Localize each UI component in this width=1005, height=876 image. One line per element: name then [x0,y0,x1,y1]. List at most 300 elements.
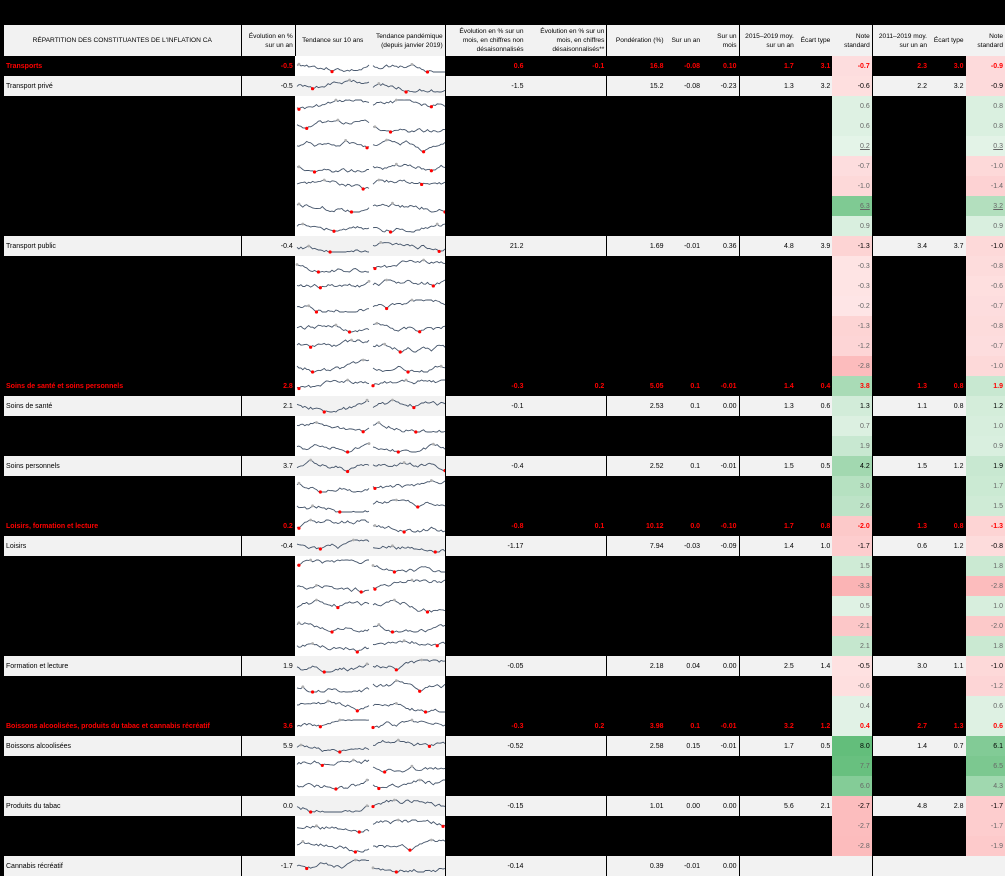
sparkline-trends [295,736,445,756]
sd-2015-2019-value [796,756,833,776]
weight-value [606,576,665,596]
sd-2015-2019-value [796,476,833,496]
sparkline-10yr-icon [295,276,371,296]
z-2015-2019-value: 0.7 [832,416,871,436]
sparkline-trends [295,596,445,616]
header-mom-nsa: Évolution en % sur un mois, en chiffres non désaisonnalisés [445,25,526,56]
component-name [4,336,241,356]
sd-2015-2019-value [796,316,833,336]
contrib-month-value: -0.10 [720,522,737,530]
component-row [4,116,1005,136]
avg-2015-2019-value [739,616,796,636]
mom-sa-value [525,596,606,616]
avg-2015-2019-value [739,556,796,576]
weight-value: 3.98 [606,716,665,736]
z-2011-2019-value: -1.7 [966,796,1005,816]
sd-2015-2019-value [796,116,833,136]
sd-2011-2019-value: 0.7 [953,742,964,750]
sd-2015-2019-value [796,696,833,716]
z-2011-2019-value: 4.3 [966,776,1005,796]
avg-2011-2019-value [872,676,929,696]
contrib-month-value [702,416,739,436]
component-name [4,276,241,296]
sparkline-10yr-icon [295,516,371,536]
contrib-month-value: 0.00 [722,802,737,810]
avg-2011-2019-value: 2.7 [872,716,929,736]
mom-nsa-value [445,436,526,456]
weight-value [606,216,665,236]
sparkline-10yr-icon [295,56,371,76]
z-2011-2019-value: -1.0 [966,356,1005,376]
table-row [4,736,1005,756]
component-row [4,176,1005,196]
avg-2011-2019-value [872,776,929,796]
mom-nsa-value: -0.3 [445,716,526,736]
mom-sa-value [525,336,606,356]
sparkline-10yr-icon [295,836,371,856]
mom-sa-value [525,536,606,556]
sparkline-10yr-icon [295,156,371,176]
contrib-year-value [666,596,703,616]
sd-2011-2019-value [929,276,966,296]
weight-value [606,276,665,296]
sd-2015-2019-value [796,156,833,176]
sparkline-10yr-icon [295,796,371,816]
sparkline-10yr-icon [295,616,371,636]
avg-2015-2019-value [739,476,796,496]
sd-2011-2019-value [929,156,966,176]
sparkline-pandemic-icon [371,856,445,876]
sparkline-10yr-icon [295,856,371,876]
avg-2011-2019-value [872,256,929,276]
avg-2011-2019-value: 2.2 [872,76,929,96]
mom-sa-value [525,576,606,596]
mom-sa-value [525,356,606,376]
sd-2015-2019-value: 1.4 [820,662,831,670]
sparkline-10yr-icon [295,576,371,596]
sparkline-pandemic-icon [371,456,445,476]
weight-value [606,316,665,336]
z-2015-2019-value: 0.2 [832,136,871,156]
z-2011-2019-value: -1.9 [966,836,1005,856]
sd-2015-2019-value [796,776,833,796]
sd-2011-2019-value [929,836,966,856]
table-row [4,456,1005,476]
sparkline-trends [295,796,445,816]
mom-sa-value [525,796,606,816]
weight-value [606,156,665,176]
mom-sa-value [525,676,606,696]
sd-2011-2019-value [929,816,966,836]
contrib-year-value [666,256,703,276]
contrib-month-value: 0.00 [722,862,737,870]
avg-2015-2019-value [739,96,796,116]
sparkline-10yr-icon [295,136,371,156]
z-2011-2019-value: 0.8 [966,116,1005,136]
avg-2011-2019-value [872,116,929,136]
z-2011-2019-value: -1.2 [966,676,1005,696]
z-2015-2019-value: -0.2 [832,296,871,316]
z-2011-2019-value: 0.9 [966,216,1005,236]
mom-nsa-value: -1.5 [445,76,526,96]
mom-sa-value: 0.2 [594,382,605,390]
sd-2011-2019-value: 1.3 [953,722,964,730]
yoy-value [241,836,295,856]
contrib-year-value [666,116,703,136]
sd-2015-2019-value [796,676,833,696]
contrib-year-value: -0.01 [684,242,701,250]
yoy-value: -0.5 [241,56,295,76]
avg-2015-2019-value [739,696,796,716]
weight-value: 7.94 [606,536,665,556]
z-2011-2019-value: 6.5 [966,756,1005,776]
sd-2011-2019-value [929,256,966,276]
sparkline-trends [295,176,445,196]
sparkline-pandemic-icon [371,136,445,156]
table-body [4,56,1005,876]
sd-2011-2019-value [929,776,966,796]
z-2015-2019-value: -2.8 [832,356,871,376]
mom-sa-value [525,256,606,276]
sparkline-trends [295,236,445,256]
sparkline-trends [295,556,445,576]
mom-sa-value [525,316,606,336]
component-row [4,816,1005,836]
sparkline-10yr-icon [295,556,371,576]
yoy-value: -1.7 [241,856,295,876]
yoy-value [241,756,295,776]
sparkline-pandemic-icon [371,636,445,656]
header-avg-2011-2019: 2011–2019 moy. sur un an [872,25,929,56]
sparkline-pandemic-icon [371,516,445,536]
sd-2011-2019-value [929,756,966,776]
sd-2011-2019-value [929,116,966,136]
weight-value: 5.05 [606,376,665,396]
yoy-value: 0.0 [241,796,295,816]
weight-value: 2.18 [606,656,665,676]
z-2015-2019-value: 1.5 [832,556,871,576]
z-2015-2019-value: 7.7 [832,756,871,776]
component-name [4,496,241,516]
contrib-year-value: -0.08 [684,82,701,90]
weight-value [606,356,665,376]
weight-value [606,696,665,716]
z-2015-2019-value: -2.8 [832,836,871,856]
contrib-month-value: 0.10 [722,62,737,70]
contrib-month-value: -0.23 [720,82,737,90]
yoy-value [241,296,295,316]
z-2015-2019-value: 0.4 [832,716,871,736]
z-2011-2019-value: 0.6 [966,716,1005,736]
sd-2015-2019-value [796,336,833,356]
weight-value [606,616,665,636]
contrib-month-value: 0.00 [722,402,737,410]
component-name: Loisirs [6,542,27,550]
z-2015-2019-value: 0.5 [832,596,871,616]
component-name [4,776,241,796]
component-row [4,696,1005,716]
contrib-month-value [702,816,739,836]
weight-value: 2.58 [606,736,665,756]
mom-sa-value [525,696,606,716]
component-name: Formation et lecture [6,662,69,670]
avg-2011-2019-value: 1.3 [872,516,929,536]
sparkline-pandemic-icon [371,796,445,816]
contrib-month-value [702,136,739,156]
sd-2015-2019-value: 1.2 [820,722,831,730]
mom-sa-value [525,196,606,216]
contrib-year-value [666,156,703,176]
component-name [4,96,241,116]
avg-2011-2019-value [872,196,929,216]
sparkline-trends [295,536,445,556]
contrib-year-value [666,336,703,356]
weight-value [606,336,665,356]
sd-2015-2019-value [796,356,833,376]
z-2011-2019-value: -1.0 [966,236,1005,256]
table-row [4,856,1005,876]
contrib-month-value [702,696,739,716]
component-name: Transports [6,62,43,70]
sparkline-10yr-icon [295,436,371,456]
component-name [4,556,241,576]
contrib-month-value [702,436,739,456]
sd-2015-2019-value [796,636,833,656]
sd-2011-2019-value: 3.0 [953,62,964,70]
yoy-value [241,416,295,436]
mom-nsa-value [445,636,526,656]
avg-2011-2019-value [872,556,929,576]
z-2011-2019-value: 6.1 [966,736,1005,756]
z-2011-2019-value: 1.2 [966,396,1005,416]
z-2015-2019-value: -0.7 [832,156,871,176]
mom-sa-value [525,216,606,236]
sd-2015-2019-value: 0.5 [820,462,831,470]
weight-value [606,776,665,796]
weight-value [606,256,665,276]
sparkline-trends [295,76,445,96]
mom-nsa-value [445,416,526,436]
z-2015-2019-value: -0.3 [832,256,871,276]
avg-2011-2019-value [872,176,929,196]
yoy-value [241,576,295,596]
contrib-year-value [666,556,703,576]
z-2015-2019-value: -1.2 [832,336,871,356]
mom-sa-value [525,296,606,316]
avg-2015-2019-value: 1.4 [739,536,796,556]
component-row [4,476,1005,496]
z-2011-2019-value: -0.8 [966,536,1005,556]
header-z-2011-2019: Note standard [977,32,1003,49]
mom-sa-value [525,656,606,676]
weight-value: 1.01 [606,796,665,816]
yoy-value: 2.1 [241,396,295,416]
avg-2011-2019-value: 3.0 [872,656,929,676]
sd-2015-2019-value: 0.4 [820,382,831,390]
sd-2015-2019-value [796,196,833,216]
yoy-value [241,776,295,796]
z-2011-2019-value: -0.8 [966,256,1005,276]
z-2015-2019-value: -2.7 [832,816,871,836]
sd-2015-2019-value: 3.1 [820,62,831,70]
contrib-year-value: -0.03 [684,542,701,550]
yoy-value [241,556,295,576]
mom-nsa-value [445,596,526,616]
weight-value [606,136,665,156]
component-name: Soins de santé et soins personnels [6,382,124,390]
mom-nsa-value: -0.4 [445,456,526,476]
mom-nsa-value [445,196,526,216]
sd-2011-2019-value: 3.7 [953,242,964,250]
avg-2011-2019-value [872,756,929,776]
sparkline-pandemic-icon [371,656,445,676]
contrib-month-value [702,296,739,316]
mom-nsa-value: -0.1 [445,396,526,416]
avg-2015-2019-value [739,576,796,596]
z-2015-2019-value: -0.6 [832,76,871,96]
z-2011-2019-value: -2.0 [966,616,1005,636]
table-row [4,656,1005,676]
sparkline-trends [295,216,445,236]
category-row [4,516,1005,536]
weight-value [606,756,665,776]
component-row [4,196,1005,216]
sparkline-pandemic-icon [371,476,445,496]
component-name: Boissons alcoolisées [6,742,71,750]
sparkline-pandemic-icon [371,436,445,456]
avg-2015-2019-value [739,256,796,276]
sparkline-10yr-icon [295,496,371,516]
contrib-year-value [666,616,703,636]
sd-2011-2019-value: 1.2 [953,542,964,550]
z-2015-2019-value: 2.6 [832,496,871,516]
avg-2015-2019-value [739,156,796,176]
yoy-value [241,276,295,296]
z-2011-2019-value: -0.9 [966,76,1005,96]
sparkline-trends [295,836,445,856]
yoy-value [241,676,295,696]
avg-2015-2019-value: 1.7 [739,56,796,76]
component-name [4,576,241,596]
sd-2015-2019-value [796,616,833,636]
sparkline-trends [295,616,445,636]
header-mom-sa: Évolution en % sur un mois, en chiffres désaisonnalisés** [540,28,605,53]
sparkline-10yr-icon [295,236,371,256]
sparkline-trends [295,96,445,116]
weight-value [606,836,665,856]
weight-value: 0.39 [606,856,665,876]
avg-2015-2019-value [739,776,796,796]
sparkline-trends [295,496,445,516]
avg-2015-2019-value: 2.5 [739,656,796,676]
mom-sa-value [525,156,606,176]
sparkline-pandemic-icon [371,236,445,256]
mom-nsa-value [445,316,526,336]
sparkline-trends [295,436,445,456]
yoy-value: -0.5 [241,76,295,96]
z-2011-2019-value: -1.3 [966,516,1005,536]
mom-nsa-value [445,756,526,776]
sd-2011-2019-value [929,96,966,116]
component-name [4,296,241,316]
mom-nsa-value [445,136,526,156]
sd-2015-2019-value: 3.2 [820,82,831,90]
sparkline-pandemic-icon [371,156,445,176]
sparkline-trends [295,116,445,136]
sparkline-10yr-icon [295,596,371,616]
mom-sa-value [525,856,606,876]
contrib-month-value [702,836,739,856]
component-name: Produits du tabac [6,802,61,810]
mom-nsa-value: -0.52 [445,736,526,756]
mom-nsa-value [445,96,526,116]
avg-2011-2019-value: 2.3 [872,56,929,76]
z-2015-2019-value: -1.3 [832,316,871,336]
z-2011-2019-value: 1.7 [966,476,1005,496]
component-name: Transport privé [6,82,53,90]
contrib-year-value: 0.15 [686,742,701,750]
table-row [4,396,1005,416]
sparkline-pandemic-icon [371,96,445,116]
sd-2011-2019-value [929,416,966,436]
weight-value [606,176,665,196]
sparkline-10yr-icon [295,476,371,496]
yoy-value: 1.9 [241,656,295,676]
weight-value: 2.52 [606,456,665,476]
z-2015-2019-value: 1.3 [832,396,871,416]
contrib-month-value: 0.36 [722,242,737,250]
contrib-year-value [666,636,703,656]
header-contrib-year: Sur un an [671,37,701,44]
sd-2011-2019-value [929,696,966,716]
sparkline-10yr-icon [295,696,371,716]
sparkline-10yr-icon [295,716,371,736]
z-2011-2019-value: 1.0 [966,416,1005,436]
avg-2015-2019-value [739,636,796,656]
component-row [4,576,1005,596]
avg-2015-2019-value [739,836,796,856]
sd-2015-2019-value [796,136,833,156]
sd-2015-2019-value [796,96,833,116]
avg-2011-2019-value: 3.4 [872,236,929,256]
weight-value: 16.8 [606,56,665,76]
contrib-year-value: 0.00 [686,802,701,810]
component-name: Boissons alcoolisées, produits du tabac et cannabis récréatif [6,722,210,730]
avg-2015-2019-value: 1.3 [739,76,796,96]
avg-2011-2019-value [872,96,929,116]
sd-2011-2019-value [929,436,966,456]
header-title: RÉPARTITION DES CONSTITUANTES DE L'INFLATION CA [32,37,212,44]
avg-2015-2019-value: 1.7 [739,736,796,756]
sd-2015-2019-value [796,276,833,296]
z-2011-2019-value: 3.2 [966,196,1005,216]
mom-sa-value [525,636,606,656]
contrib-year-value: 0.04 [686,662,701,670]
mom-sa-value: 0.1 [594,522,605,530]
mom-nsa-value: -0.15 [445,796,526,816]
sd-2015-2019-value [796,256,833,276]
sparkline-trends [295,156,445,176]
mom-nsa-value [445,336,526,356]
mom-nsa-value [445,356,526,376]
sparkline-10yr-icon [295,776,371,796]
contrib-year-value [666,776,703,796]
mom-sa-value [525,476,606,496]
mom-nsa-value [445,156,526,176]
contrib-year-value [666,836,703,856]
avg-2011-2019-value [872,596,929,616]
component-row [4,256,1005,276]
